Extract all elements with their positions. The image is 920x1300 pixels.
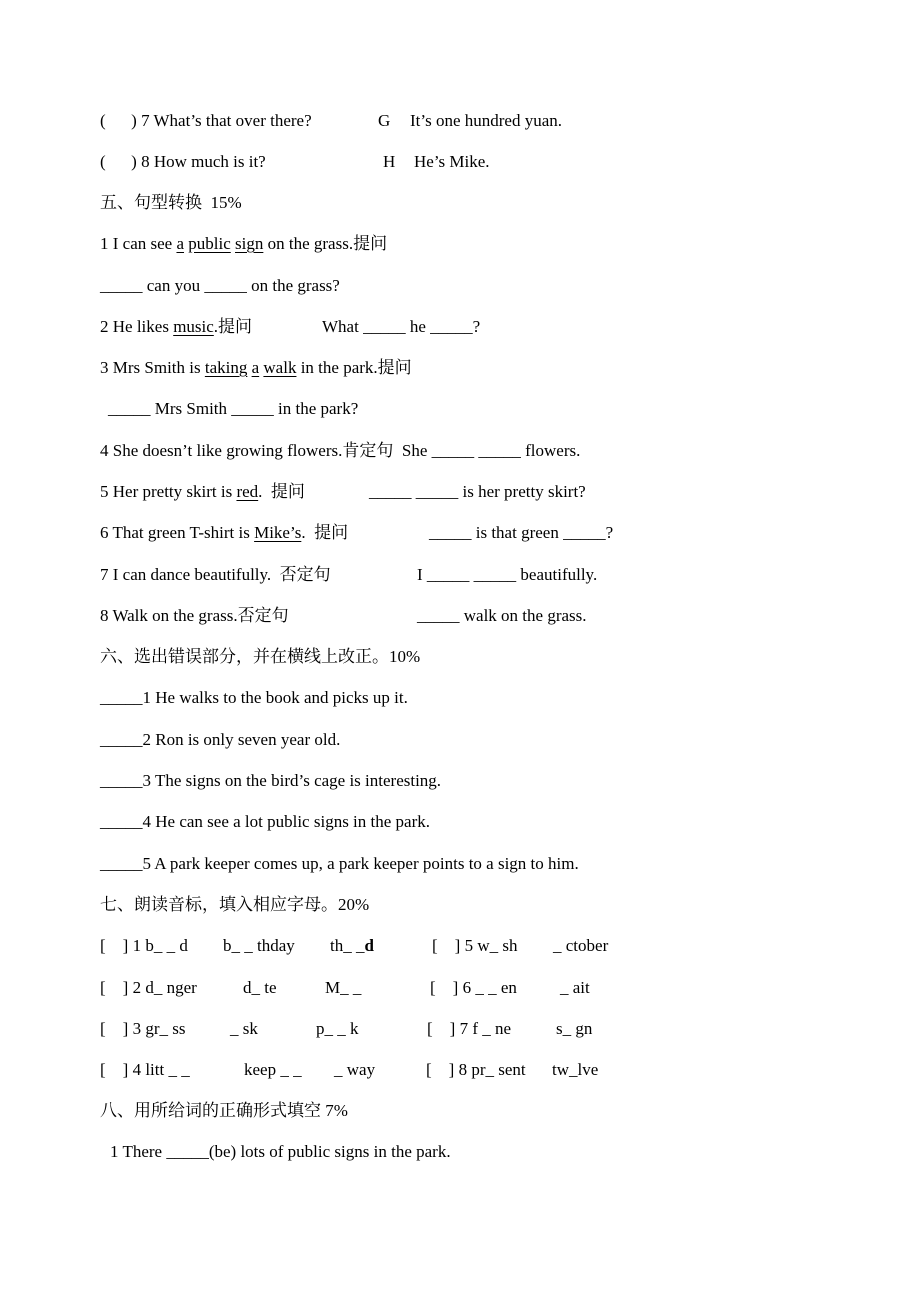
line-column — [100, 934, 188, 958]
text-segment: ( ) 7 What’s that over there? — [100, 111, 312, 130]
error-2 — [0, 728, 920, 752]
line-column — [100, 109, 312, 133]
underlined-word: red — [236, 482, 259, 501]
text-segment: 7 I can dance beautifully. 否定句 — [100, 565, 331, 584]
text-segment: d_ te — [243, 978, 277, 997]
section-5-heading — [0, 191, 920, 215]
line-column — [417, 563, 597, 587]
text-segment: He’s Mike. — [414, 152, 490, 171]
line-column — [429, 521, 613, 545]
text-segment: tw_lve — [552, 1060, 599, 1079]
line-column — [414, 150, 490, 174]
line-column — [100, 232, 387, 256]
line-column — [100, 1058, 190, 1082]
phonics-row-4 — [0, 1058, 920, 1082]
text-segment: 1 I can see — [100, 234, 177, 253]
text-segment: [ ] 2 d_ nger — [100, 978, 197, 997]
line-column — [100, 150, 266, 174]
text-segment: _____5 A park keeper comes up, a park keeper points to a sign to him. — [100, 854, 579, 873]
text-segment: _____1 He walks to the book and picks up it. — [100, 688, 408, 707]
text-segment: in the park.提问 — [296, 358, 412, 377]
text-segment: 六、选出错误部分，并在横线上改正。10% — [100, 647, 421, 666]
line-column — [100, 728, 340, 752]
text-segment: . 提问 — [258, 482, 305, 501]
text-segment: d — [364, 936, 374, 955]
text-segment: b_ _ thday — [223, 936, 295, 955]
text-segment: [ ] 7 f _ ne — [427, 1019, 512, 1038]
line-column — [243, 976, 277, 1000]
line-column — [369, 480, 586, 504]
text-segment: H — [383, 152, 396, 171]
text-segment: _____ is that green _____? — [429, 523, 614, 542]
line-column — [378, 109, 390, 133]
line-column — [230, 1017, 258, 1041]
line-column — [100, 521, 348, 545]
line-column — [100, 1099, 348, 1123]
text-segment: _____ can you _____ on the grass? — [100, 276, 340, 295]
line-column — [330, 934, 374, 958]
match-item-7 — [0, 109, 920, 133]
text-segment: th_ _ — [330, 936, 365, 955]
transform-8 — [0, 604, 920, 628]
text-segment: 3 Mrs Smith is — [100, 358, 205, 377]
line-column — [560, 976, 590, 1000]
transform-6 — [0, 521, 920, 545]
error-3 — [0, 769, 920, 793]
underlined-word: Mike’s — [254, 523, 302, 542]
text-segment: [ ] 3 gr_ ss — [100, 1019, 186, 1038]
text-segment: 8 Walk on the grass.否定句 — [100, 606, 289, 625]
line-column — [553, 934, 608, 958]
line-column — [432, 934, 517, 958]
text-segment: _ sk — [230, 1019, 258, 1038]
line-column — [556, 1017, 592, 1041]
text-segment: [ ] 6 _ _ en — [430, 978, 517, 997]
text-segment: 五、句型转换 15% — [100, 193, 242, 212]
section-8-heading — [0, 1099, 920, 1123]
underlined-word: a — [176, 234, 185, 253]
transform-3-question — [0, 356, 920, 380]
section-7-heading — [0, 893, 920, 917]
text-segment: _____3 The signs on the bird’s cage is interesting. — [100, 771, 442, 790]
text-segment: . 提问 — [301, 523, 349, 542]
line-column — [383, 150, 395, 174]
text-segment: 八、用所给词的正确形式填空 7% — [100, 1101, 348, 1120]
line-column — [322, 315, 480, 339]
text-segment: 4 She doesn’t like growing flowers.肯定句 She _____ _____ flowers. — [100, 441, 581, 460]
error-5 — [0, 852, 920, 876]
underlined-word: sign — [235, 234, 264, 253]
transform-2 — [0, 315, 920, 339]
line-column — [426, 1058, 526, 1082]
text-segment: G — [378, 111, 391, 130]
line-column — [244, 1058, 302, 1082]
line-column — [316, 1017, 359, 1041]
line-column — [417, 604, 587, 628]
underlined-word: a — [251, 358, 260, 377]
underlined-word: music — [173, 317, 214, 336]
underlined-word: public — [188, 234, 231, 253]
line-column — [552, 1058, 598, 1082]
line-column — [100, 315, 252, 339]
line-column — [325, 976, 361, 1000]
line-column — [100, 810, 430, 834]
text-segment: _____ walk on the grass. — [417, 606, 587, 625]
line-column — [100, 1017, 185, 1041]
match-item-8 — [0, 150, 920, 174]
error-1 — [0, 686, 920, 710]
transform-1-question — [0, 232, 920, 256]
line-column — [223, 934, 295, 958]
line-column — [100, 274, 340, 298]
text-segment: p_ _ k — [316, 1019, 359, 1038]
text-segment: [ ] 1 b_ _ d — [100, 936, 188, 955]
text-segment: 6 That green T-shirt is — [100, 523, 255, 542]
line-column — [100, 191, 242, 215]
line-column — [100, 439, 580, 463]
text-segment: [ ] 4 litt _ _ — [100, 1060, 190, 1079]
text-segment: _ way — [334, 1060, 376, 1079]
text-segment: M_ _ — [325, 978, 362, 997]
transform-7 — [0, 563, 920, 587]
text-segment: 5 Her pretty skirt is — [100, 482, 237, 501]
text-segment: keep _ _ — [244, 1060, 302, 1079]
text-segment: ( ) 8 How much is it? — [100, 152, 266, 171]
line-column — [100, 480, 305, 504]
phonics-row-3 — [0, 1017, 920, 1041]
text-segment: What _____ he _____? — [322, 317, 481, 336]
line-column — [100, 563, 331, 587]
text-segment: 七、朗读音标，填入相应字母。20% — [100, 895, 370, 914]
section-6-heading — [0, 645, 920, 669]
text-segment: [ ] 8 pr_ sent — [426, 1060, 526, 1079]
text-segment: on the grass.提问 — [263, 234, 388, 253]
phonics-row-1 — [0, 934, 920, 958]
text-segment: It’s one hundred yuan. — [410, 111, 563, 130]
text-segment: _ ait — [560, 978, 590, 997]
error-4 — [0, 810, 920, 834]
text-segment: s_ gn — [556, 1019, 593, 1038]
line-column — [108, 397, 358, 421]
transform-4 — [0, 439, 920, 463]
underlined-word: taking — [204, 358, 248, 377]
line-column — [100, 893, 369, 917]
transform-1-answer — [0, 274, 920, 298]
text-segment: .提问 — [213, 317, 253, 336]
line-column — [427, 1017, 511, 1041]
line-column — [334, 1058, 375, 1082]
text-segment: _____2 Ron is only seven year old. — [100, 730, 341, 749]
text-segment: _____4 He can see a lot public signs in the park. — [100, 812, 431, 831]
transform-5 — [0, 480, 920, 504]
fill-1 — [0, 1140, 920, 1164]
line-column — [100, 769, 441, 793]
line-column — [100, 604, 289, 628]
text-segment: 1 There _____(be) lots of public signs in the park. — [110, 1142, 451, 1161]
line-column — [410, 109, 562, 133]
line-column — [100, 686, 408, 710]
text-segment: _____ Mrs Smith _____ in the park? — [108, 399, 359, 418]
transform-3-answer — [0, 397, 920, 421]
text-segment: 2 He likes — [100, 317, 174, 336]
phonics-row-2 — [0, 976, 920, 1000]
text-segment: _ ctober — [553, 936, 609, 955]
text-segment: I _____ _____ beautifully. — [417, 565, 598, 584]
line-column — [100, 356, 412, 380]
line-column — [430, 976, 517, 1000]
text-segment: _____ _____ is her pretty skirt? — [369, 482, 586, 501]
line-column — [100, 645, 420, 669]
underlined-word: walk — [263, 358, 297, 377]
line-column — [100, 976, 197, 1000]
text-segment: [ ] 5 w_ sh — [432, 936, 518, 955]
line-column — [110, 1140, 451, 1164]
line-column — [100, 852, 579, 876]
